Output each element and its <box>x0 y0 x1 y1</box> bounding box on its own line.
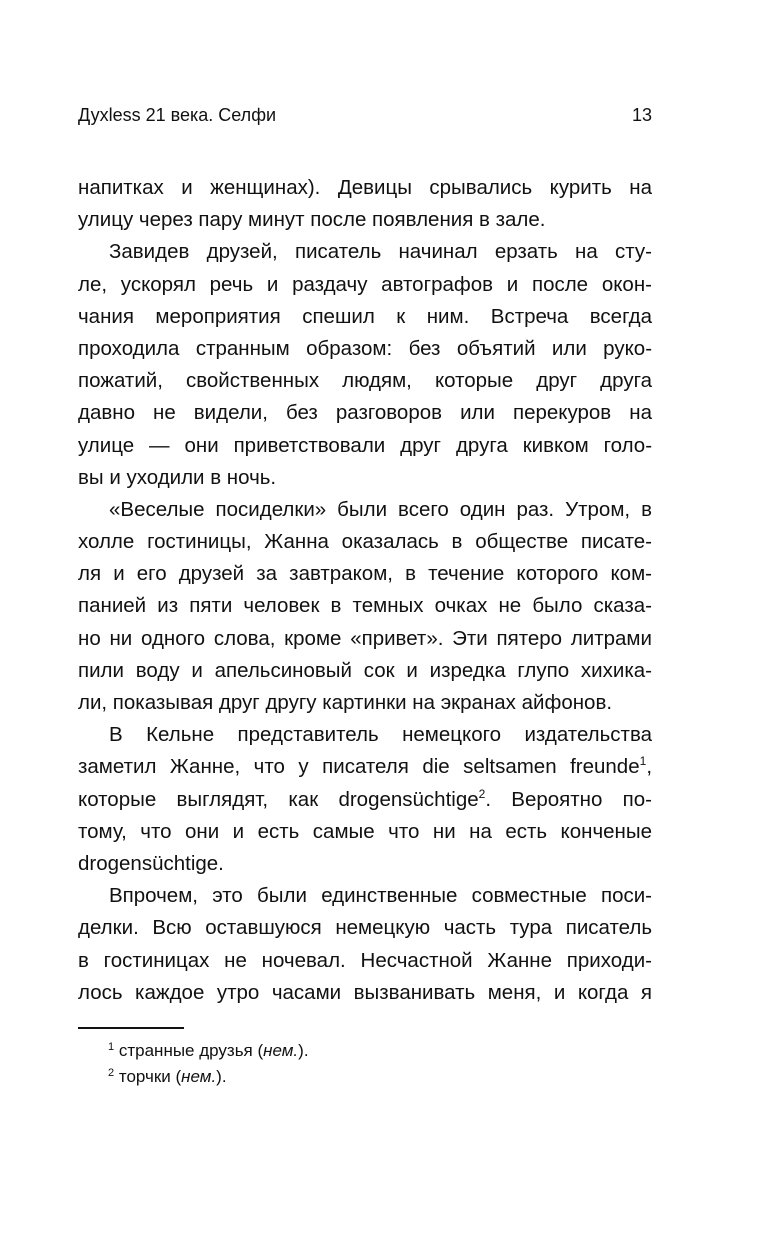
text-line: drogensüchtige. <box>78 851 224 875</box>
text-line: пили воду и апельсиновый сок и изредка глупо хихика- <box>78 658 652 682</box>
footnote-text: торчки ( <box>118 1067 182 1086</box>
footnote-ref-1[interactable]: 1 <box>639 754 647 769</box>
text-line: в гостиницах не ночевал. Несчастной Жанне приходи- <box>78 948 652 972</box>
footnote-lang: нем. <box>181 1067 217 1086</box>
text-line: Впрочем, это были единственные совместные поси- <box>109 884 653 908</box>
footnote-ref-2[interactable]: 2 <box>478 786 486 801</box>
text-segment: заметил Жанне, что у писателя die seltsamen freunde <box>78 755 640 779</box>
text-line: «Веселые посиделки» были всего один раз. Утром, в <box>109 497 652 521</box>
body-text <box>78 172 652 1009</box>
footnote-1 <box>108 1038 648 1064</box>
text-line: но ни одного слова, кроме «привет». Эти пятеро литрами <box>78 626 652 650</box>
footnote-marker: 1 <box>108 1041 115 1053</box>
page-number: 13 <box>631 105 652 125</box>
text-line: проходила странным образом: без объятий или руко- <box>78 336 653 360</box>
text-line: вы и уходили в ночь. <box>78 465 277 489</box>
running-head <box>78 100 652 130</box>
text-line <box>78 751 652 783</box>
text-segment: которые выглядят, как drogensüchtige <box>78 787 479 811</box>
text-line: ле, ускорял речь и раздачу автографов и после окон- <box>78 272 652 296</box>
footnote-text: странные друзья ( <box>118 1041 264 1060</box>
text-line: чания мероприятия спешил к ним. Встреча всегда <box>78 304 652 328</box>
footnote-divider <box>78 1027 184 1029</box>
footnote-lang: нем. <box>263 1041 299 1060</box>
text-line <box>78 784 652 816</box>
footnote-close: ). <box>298 1041 309 1060</box>
text-line: тому, что они и есть самые что ни на есть конченые <box>78 819 653 843</box>
footnote-2 <box>108 1064 648 1090</box>
text-line: пожатий, свойственных людям, которые друг друга <box>78 369 652 393</box>
text-line: ли, показывая друг другу картинки на экранах айфонов. <box>78 691 613 714</box>
text-line: панией из пяти человек в темных очках не было сказа- <box>78 594 652 618</box>
text-line: напитках и женщинах). Девицы срывались курить на <box>78 176 652 199</box>
text-line: ля и его друзей за завтраком, в течение которого ком- <box>78 562 652 586</box>
text-line: лось каждое утро часами вызванивать меня, и когда я <box>78 980 652 1004</box>
running-title: Духless 21 века. Селфи <box>78 105 277 125</box>
text-line: улице — они приветствовали друг друга кивком голо- <box>78 433 653 457</box>
text-line: В Кельне представитель немецкого издательства <box>109 723 653 747</box>
text-segment: , <box>646 755 653 779</box>
footnote-marker: 2 <box>108 1067 115 1079</box>
text-segment: . Вероятно по- <box>485 787 652 811</box>
text-line: холле гостиницы, Жанна оказалась в обществе писате- <box>78 530 653 554</box>
footnotes <box>108 1038 648 1090</box>
text-line: давно не видели, без разговоров или перекуров на <box>78 401 652 425</box>
text-line: улицу через пару минут после появления в зале. <box>78 208 546 232</box>
footnote-close: ). <box>216 1067 227 1086</box>
text-line: делки. Всю оставшуюся немецкую часть тура писатель <box>78 916 652 940</box>
text-line: Завидев друзей, писатель начинал ерзать на сту- <box>109 240 652 264</box>
